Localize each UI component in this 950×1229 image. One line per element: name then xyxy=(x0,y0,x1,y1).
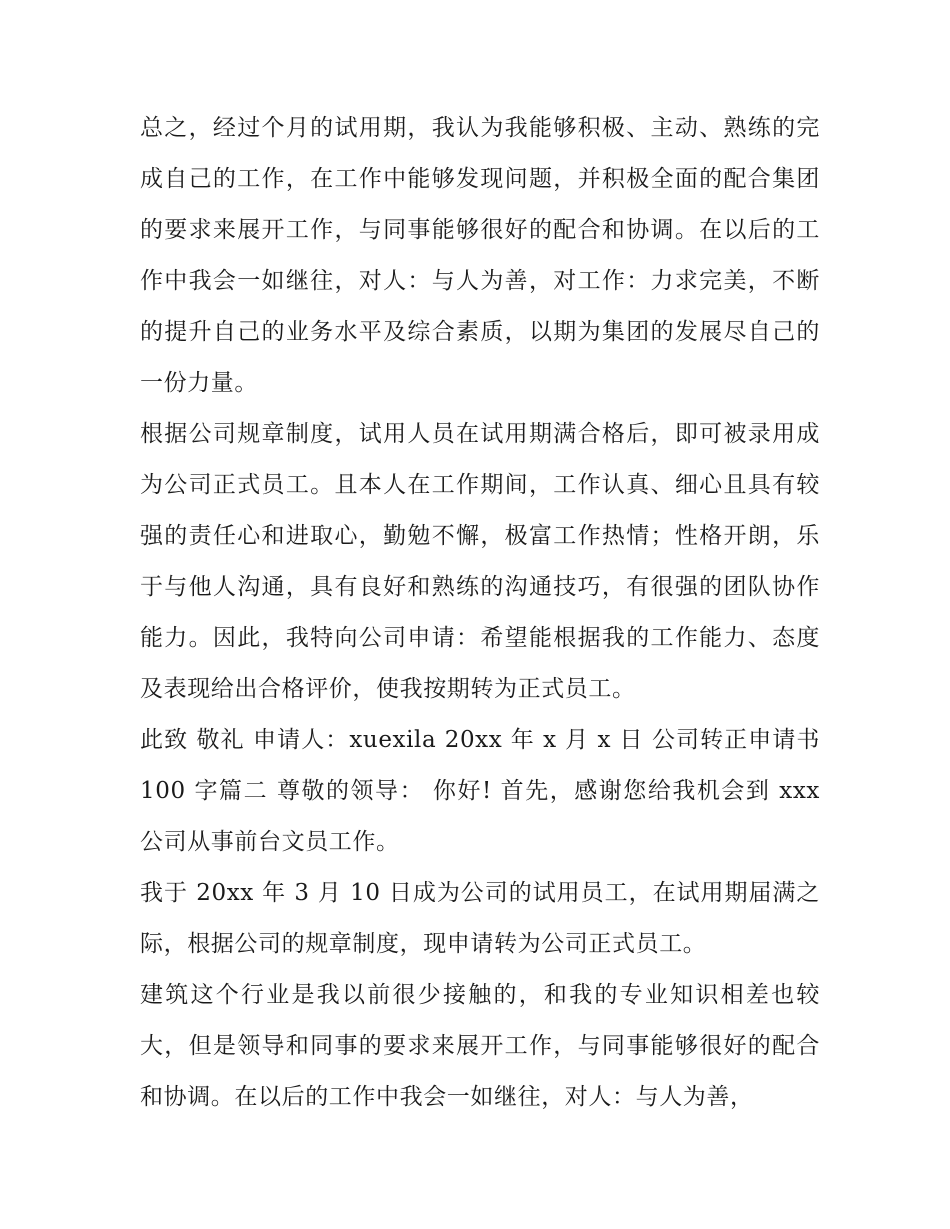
paragraph-industry-experience: 建筑这个行业是我以前很少接触的，和我的专业知识相差也较大，但是领导和同事的要求来展开工作，与同事能够很好的配合和协调。在以后的工作中我会一如继往，对人：与人为善， xyxy=(140,982,820,1110)
paragraph-probation-summary: 总之，经过个月的试用期，我认为我能够积极、主动、熟练的完成自己的工作，在工作中能够发现问题，并积极全面的配合集团的要求来展开工作，与同事能够很好的配合和协调。在以后的工作中我会一如继往，对人：与人为善，对工作：力求完美，不断的提升自己的业务水平及综合素质，以期为集团的发展尽自己的一份力量。 xyxy=(140,115,820,396)
document-body xyxy=(140,103,820,1123)
paragraph-closing-and-letter-two-opening: 此致 敬礼 申请人：xuexila 20xx 年 x 月 x 日 公司转正申请书 100 字篇二 尊敬的领导： 你好! 首先，感谢您给我机会到 xxx 公司从事前台文员工作。 xyxy=(140,727,820,855)
paragraph-regularization-request: 根据公司规章制度，试用人员在试用期满合格后，即可被录用成为公司正式员工。且本人在工作期间，工作认真、细心且具有较强的责任心和进取心，勤勉不懈，极富工作热情；性格开朗，乐于与他人沟通，具有良好和熟练的沟通技巧，有很强的团队协作能力。因此，我特向公司申请：希望能根据我的工作能力、态度及表现给出合格评价，使我按期转为正式员工。 xyxy=(140,421,820,702)
paragraph-probation-date: 我于 20xx 年 3 月 10 日成为公司的试用员工，在试用期届满之际，根据公司的规章制度，现申请转为公司正式员工。 xyxy=(140,880,820,957)
